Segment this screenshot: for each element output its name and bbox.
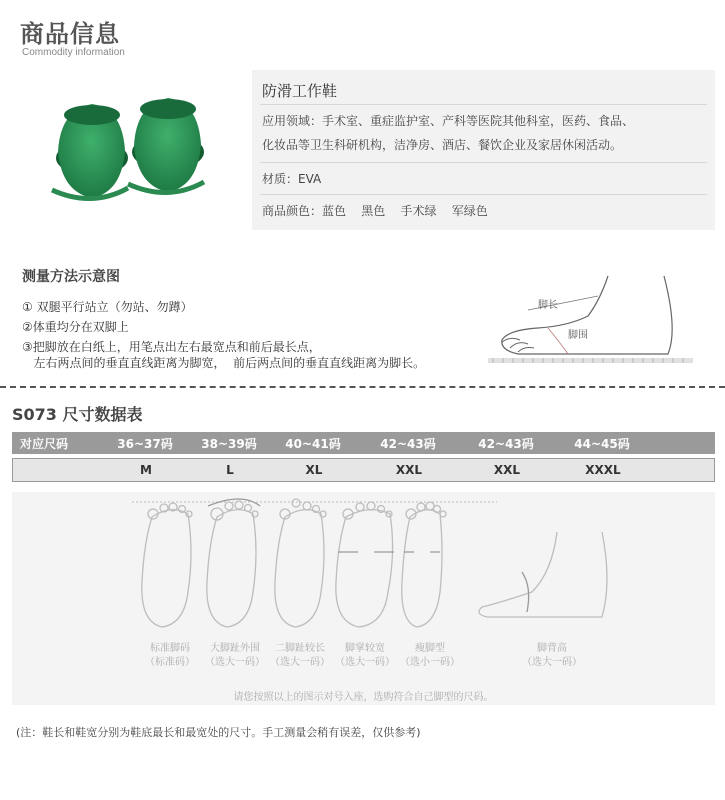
material-text: 材质：EVA xyxy=(262,172,322,186)
measure-step-3: ③把脚放在白纸上，用笔点出左右最宽点和前后最长点， xyxy=(22,340,321,354)
divider xyxy=(260,194,707,195)
divider xyxy=(260,104,707,105)
section-title: 商品信息 xyxy=(20,20,120,48)
usage-line-1: 应用领域：手术室、重症监护室、产科等医院其他科室，医药、食品、 xyxy=(262,114,635,128)
letter-cell: XXL xyxy=(493,463,521,477)
measure-step-1: ① 双腿平行站立（勿站、勿蹲） xyxy=(22,300,193,314)
letter-cell: L xyxy=(226,463,234,477)
size-cell: 42~43码 xyxy=(478,436,534,451)
letter-cell: XXXL xyxy=(585,463,621,477)
product-name: 防滑工作鞋 xyxy=(262,82,338,100)
foot-type-label: 脚掌较宽 xyxy=(345,643,385,654)
size-cell: 36~37码 xyxy=(117,436,173,451)
usage-line-2: 化妆品等卫生科研机构，洁净房、酒店、餐饮企业及家居休闲活动。 xyxy=(262,138,623,152)
size-cell: 44~45码 xyxy=(574,436,630,451)
divider xyxy=(260,162,707,163)
size-table-header xyxy=(12,432,715,454)
letter-cell: XL xyxy=(305,463,323,477)
section-subtitle: Commodity information xyxy=(22,47,125,58)
size-table-title: S073 尺寸数据表 xyxy=(12,405,143,424)
product-info-panel xyxy=(252,70,715,230)
colors-text: 商品颜色：蓝色 黑色 手术绿 军绿色 xyxy=(262,204,488,218)
foot-type-label: 标准脚码 xyxy=(150,643,190,654)
foot-type-label: 二脚趾较长 xyxy=(275,643,325,654)
selection-hint: 请您按照以上的图示对号入座，选购符合自己脚型的尺码。 xyxy=(233,692,494,703)
letter-cell: M xyxy=(140,463,152,477)
size-cell: 40~41码 xyxy=(285,436,341,451)
foot-types-panel xyxy=(12,492,715,705)
measure-step-2: ②体重均分在双脚上 xyxy=(22,320,129,334)
foot-type-label: 瘦脚型 xyxy=(415,643,445,654)
foot-length-label: 脚长 xyxy=(538,300,558,311)
foot-type-advice: （选大一码） xyxy=(270,657,330,668)
dashed-divider xyxy=(0,386,725,388)
measure-step-3-cont: 左右两点间的垂直直线距离为脚宽， 前后两点间的垂直直线距离为脚长。 xyxy=(22,356,426,370)
foot-girth-label: 脚围 xyxy=(568,330,588,341)
measure-foot-illustration xyxy=(488,270,698,375)
measure-title: 测量方法示意图 xyxy=(22,269,120,285)
size-cell: 42~43码 xyxy=(380,436,436,451)
foot-type-advice: （标准码） xyxy=(145,657,195,668)
foot-type-advice: （选大一码） xyxy=(335,657,395,668)
footnote: (注：鞋长和鞋宽分别为鞋底最长和最宽处的尺寸。手工测量会稍有误差，仅供参考) xyxy=(16,726,421,739)
header-label: 对应尺码 xyxy=(20,436,69,451)
foot-type-advice: （选小一码） xyxy=(400,657,460,668)
instep-label: 脚背高 xyxy=(537,643,567,654)
instep-advice: （选大一码） xyxy=(522,657,582,668)
product-image xyxy=(30,80,235,230)
size-cell: 38~39码 xyxy=(201,436,257,451)
foot-type-advice: （选大一码） xyxy=(205,657,265,668)
letter-cell: XXL xyxy=(395,463,423,477)
foot-type-label: 大脚趾外围 xyxy=(210,643,260,654)
size-letter-row xyxy=(12,458,715,482)
